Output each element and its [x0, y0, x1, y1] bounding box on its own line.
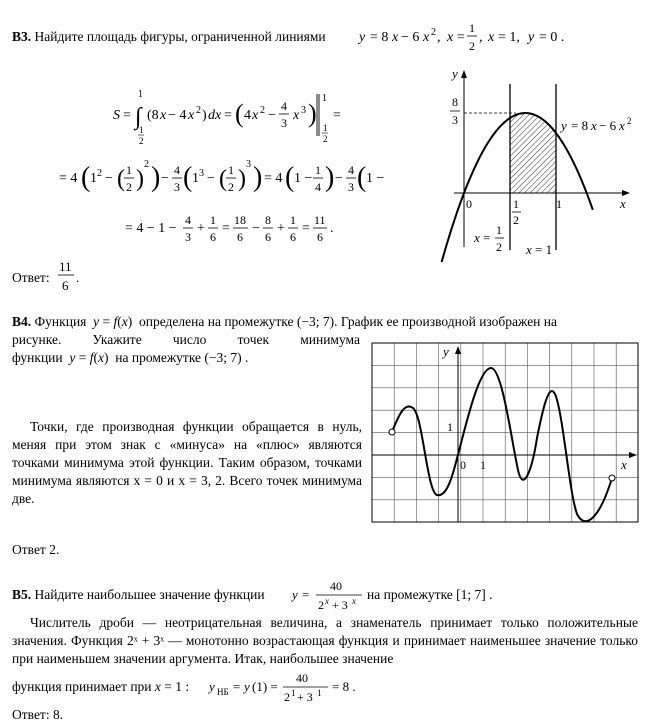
- svg-text:(: (: [357, 162, 367, 193]
- svg-text:1: 1: [469, 22, 475, 35]
- svg-text:4: 4: [185, 213, 191, 227]
- b5-result-formula: [206, 666, 366, 708]
- b3-curve-label: [559, 116, 632, 133]
- b3-solution: [55, 88, 390, 248]
- svg-text:3: 3: [348, 180, 354, 194]
- svg-text:2: 2: [228, 180, 234, 194]
- b4-label: B4.: [12, 314, 32, 329]
- b5-label: B5.: [12, 587, 32, 602]
- b4-grid: [372, 343, 638, 522]
- svg-text:x: x: [392, 30, 399, 45]
- svg-text:2: 2: [284, 690, 290, 704]
- svg-text:x: x: [188, 108, 195, 123]
- svg-text:−: −: [207, 171, 215, 186]
- b4-open-point-left: [389, 429, 395, 435]
- svg-text:2: 2: [627, 116, 632, 126]
- svg-text:2: 2: [318, 598, 324, 612]
- b3-y-label: y: [452, 66, 458, 81]
- b4-y-arrow: [455, 346, 461, 354]
- svg-text:−: −: [105, 171, 113, 186]
- svg-text:=: =: [233, 679, 241, 694]
- b3-solution-line-2-end: [380, 160, 420, 200]
- svg-text:8: 8: [452, 95, 458, 109]
- svg-text:3: 3: [301, 105, 306, 116]
- svg-text:11: 11: [59, 259, 72, 274]
- svg-text:.: .: [76, 270, 80, 285]
- svg-text:1: 1: [291, 688, 296, 698]
- svg-text:1: 1: [323, 123, 328, 133]
- b4-task-line-3: функции y = f(x) на промежутке (−3; 7) .: [12, 350, 249, 365]
- svg-text:2: 2: [469, 39, 475, 53]
- b5-function-formula: [290, 574, 370, 616]
- svg-text:18: 18: [234, 213, 246, 227]
- svg-text:x: x: [160, 108, 167, 123]
- svg-text:1: 1: [126, 163, 132, 177]
- svg-text:3: 3: [452, 113, 458, 127]
- b3-x-tick-one: 1: [556, 197, 562, 211]
- svg-text:y: y: [561, 118, 567, 133]
- svg-text:2: 2: [260, 105, 265, 116]
- svg-text:−: −: [335, 171, 343, 186]
- svg-text:=: =: [302, 221, 310, 236]
- svg-text:11: 11: [314, 213, 326, 227]
- b3-y-tick-8-3: [450, 95, 460, 127]
- svg-text:1: 1: [315, 163, 321, 177]
- b3-label: B3.: [12, 29, 32, 44]
- svg-text:(: (: [183, 162, 193, 193]
- svg-text:+: +: [197, 221, 205, 236]
- svg-text:): ): [202, 108, 207, 123]
- svg-text:= 0 .: = 0 .: [539, 30, 565, 45]
- svg-text:.: .: [330, 221, 334, 236]
- svg-text:(: (: [117, 166, 125, 192]
- svg-text:x: x: [474, 230, 480, 245]
- svg-text:2: 2: [431, 27, 436, 38]
- b3-y-arrow: [461, 70, 467, 78]
- svg-text:2: 2: [97, 168, 102, 179]
- svg-text:∫: ∫: [135, 104, 142, 130]
- b3-x-label: x: [620, 196, 626, 211]
- svg-text:y: y: [209, 679, 215, 694]
- b4-x-arrow: [629, 452, 637, 458]
- svg-text:6: 6: [265, 230, 271, 244]
- svg-text:2: 2: [496, 240, 502, 254]
- b5-answer: Ответ: 8.: [12, 707, 64, 722]
- svg-text:= 4: = 4: [59, 171, 78, 186]
- svg-text:1: 1: [228, 163, 234, 177]
- svg-text:(8: (8: [147, 108, 159, 123]
- svg-text:y: y: [359, 30, 366, 45]
- svg-text:3: 3: [199, 168, 204, 179]
- svg-text:− 6: − 6: [401, 30, 420, 45]
- b5-explanation-b-lead: функция принимает при x = 1 :: [12, 679, 190, 694]
- svg-text:2: 2: [144, 159, 149, 170]
- svg-text:dx: dx: [208, 108, 222, 123]
- svg-text:3: 3: [185, 230, 191, 244]
- svg-text:x: x: [488, 30, 495, 45]
- svg-text:S: S: [113, 108, 120, 123]
- b5-task-a: B5. Найдите наибольшее значение функции: [12, 587, 265, 602]
- svg-text:6: 6: [290, 230, 296, 244]
- b3-line-one-label: [525, 242, 552, 257]
- b3-line-half-label: [473, 223, 504, 254]
- svg-text:− 4: − 4: [168, 108, 187, 123]
- svg-text:= 4 − 1 −: = 4 − 1 −: [125, 221, 177, 236]
- b4-x-tick: 1: [480, 458, 486, 472]
- b4-task-line-2: рисунке. Укажите число точек минимума: [12, 332, 360, 347]
- svg-text:6: 6: [210, 230, 216, 244]
- svg-text:2: 2: [513, 213, 519, 227]
- svg-text:x: x: [619, 118, 625, 133]
- b4-graph: [371, 342, 641, 524]
- b4-origin: 0: [460, 458, 466, 472]
- svg-text:2: 2: [139, 136, 144, 146]
- svg-text:(: (: [81, 162, 91, 193]
- svg-text:y: y: [528, 30, 535, 45]
- svg-text:=: =: [222, 221, 230, 236]
- svg-text:): ): [151, 162, 161, 193]
- svg-text:−: −: [252, 221, 260, 236]
- svg-text:x: x: [352, 596, 356, 606]
- b5-task-b: на промежутке [1; 7] .: [367, 587, 493, 602]
- svg-text:= 1: = 1: [535, 242, 553, 257]
- svg-text:=: =: [123, 108, 131, 123]
- svg-text:+ 3: + 3: [332, 598, 348, 612]
- svg-text:6: 6: [237, 230, 243, 244]
- svg-text:2: 2: [196, 105, 201, 116]
- svg-text:y: y: [244, 679, 250, 694]
- svg-text:=: =: [333, 108, 341, 123]
- svg-text:4: 4: [281, 99, 287, 113]
- svg-text:40: 40: [330, 579, 342, 593]
- b4-task-line-1: B4. Функция y = f(x) определена на промежутке (−3; 7). График ее производной изображен на: [12, 314, 557, 329]
- svg-text:1: 1: [139, 125, 144, 135]
- b3-origin: 0: [466, 197, 472, 211]
- svg-text:=: =: [224, 108, 232, 123]
- svg-text:1 −: 1 −: [366, 171, 385, 186]
- svg-text:1: 1: [192, 171, 199, 186]
- svg-text:НБ: НБ: [217, 687, 229, 697]
- svg-text:,: ,: [479, 30, 483, 45]
- b4-explanation: Точки, где производная функции обращается в нуль, меняя при этом знак с «минуса» на «плюс» являются точками минимума этой функции. Таким образом, точками минимума являются x = 0 и x = 3, 2. Всего точек минимума две.: [12, 419, 362, 506]
- svg-text:): ): [238, 166, 246, 192]
- b3-solution-line-1: [113, 89, 341, 146]
- svg-text:1: 1: [513, 197, 519, 211]
- b3-answer-label: Ответ:: [12, 270, 50, 285]
- svg-text:): ): [325, 162, 335, 193]
- svg-text:x: x: [447, 30, 454, 45]
- svg-text:+: +: [277, 221, 285, 236]
- svg-text:4: 4: [348, 163, 354, 177]
- svg-text:= 4: = 4: [264, 171, 283, 186]
- svg-text:): ): [253, 162, 263, 193]
- b3-task-text: Найдите площадь фигуры, ограниченной линиями: [34, 29, 326, 44]
- svg-text:1: 1: [210, 213, 216, 227]
- svg-text:= 1,: = 1,: [498, 30, 520, 45]
- b4-open-point-right: [609, 475, 615, 481]
- b4-derivative-curve: [392, 368, 612, 521]
- svg-text:−: −: [268, 108, 276, 123]
- b3-answer-value: [56, 256, 86, 298]
- svg-text:3: 3: [174, 180, 180, 194]
- svg-text:x: x: [293, 108, 300, 123]
- svg-text:): ): [136, 166, 144, 192]
- svg-text:3: 3: [246, 159, 251, 170]
- svg-text:): ): [308, 99, 317, 128]
- b3-x-tick-half: [512, 197, 521, 227]
- svg-text:x: x: [423, 30, 430, 45]
- svg-text:(: (: [219, 166, 227, 192]
- svg-text:=: =: [483, 230, 491, 245]
- b4-x-label: x: [621, 457, 627, 472]
- svg-text:,: ,: [437, 30, 441, 45]
- svg-text:− 6: − 6: [599, 118, 617, 133]
- svg-text:6: 6: [317, 230, 323, 244]
- b3-solution-line-3: [125, 213, 334, 244]
- svg-text:x: x: [526, 242, 532, 257]
- svg-text:1 −: 1 −: [294, 171, 313, 186]
- svg-text:x: x: [591, 118, 597, 133]
- svg-text:3: 3: [281, 116, 287, 130]
- svg-text:4: 4: [315, 180, 321, 194]
- svg-text:1: 1: [138, 89, 143, 100]
- svg-text:−: −: [161, 171, 169, 186]
- svg-text:=: =: [302, 587, 310, 602]
- svg-text:1: 1: [496, 223, 502, 237]
- svg-text:= 8: = 8: [370, 30, 389, 45]
- b4-y-tick: 1: [447, 420, 453, 434]
- svg-text:4: 4: [244, 108, 251, 123]
- svg-text:4: 4: [174, 163, 180, 177]
- svg-text:+ 3: + 3: [297, 690, 313, 704]
- svg-text:(1) =: (1) =: [252, 679, 278, 694]
- b4-y-label: y: [443, 344, 449, 359]
- svg-text:= 8: = 8: [571, 118, 589, 133]
- svg-text:x: x: [252, 108, 259, 123]
- svg-text:1: 1: [322, 93, 327, 104]
- svg-text:x: x: [325, 596, 329, 606]
- svg-text:(: (: [285, 162, 295, 193]
- svg-text:2: 2: [323, 134, 328, 144]
- svg-text:=: =: [457, 30, 465, 45]
- b4-answer: Ответ 2.: [12, 542, 60, 557]
- svg-text:6: 6: [62, 278, 69, 293]
- svg-text:40: 40: [296, 671, 308, 685]
- svg-text:2: 2: [126, 180, 132, 194]
- svg-text:8: 8: [265, 213, 271, 227]
- svg-text:1: 1: [90, 171, 97, 186]
- b3-solution-line-2: [59, 159, 385, 194]
- svg-text:y: y: [292, 587, 298, 602]
- b3-graph: [440, 62, 640, 262]
- b5-explanation-a: Числитель дроби — неотрицательная величина, а знаменатель принимает только положительные значения. Функция 2ˣ + 3ˣ — монотонно возрастающая функция и принимает наименьшее значение только при наименьшем значении аргумента. Итак, наибольшее значение: [12, 615, 638, 666]
- svg-text:1: 1: [317, 688, 322, 698]
- b3-lines-formula: [355, 22, 585, 60]
- svg-text:= 8 .: = 8 .: [332, 679, 356, 694]
- svg-text:(: (: [235, 99, 244, 128]
- svg-text:1: 1: [290, 213, 296, 227]
